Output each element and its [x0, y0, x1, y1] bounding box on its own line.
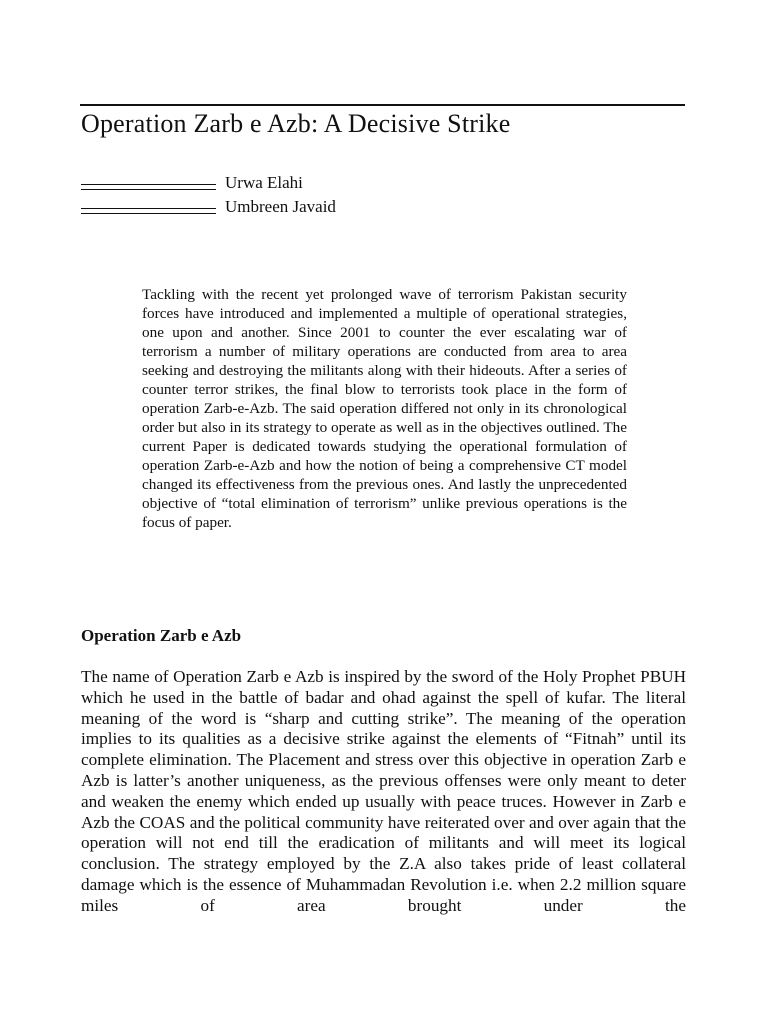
author-entry	[81, 172, 303, 194]
section-heading: Operation Zarb e Azb	[81, 626, 242, 645]
author-rule	[81, 184, 216, 190]
paper-title: Operation Zarb e Azb: A Decisive Strike	[81, 109, 511, 138]
author-name: Urwa Elahi	[225, 173, 303, 192]
author-name: Umbreen Javaid	[225, 197, 336, 216]
abstract: Tackling with the recent yet prolonged wave of terrorism Pakistan security forces have introduced and implemented a multiple of operational strategies, one upon and another. Since 2001 to counter the ever escalating war of terrorism a number of military operations are conducted from area to area seeking and destroying the militants along with their hideouts. After a series of counter terror strikes, the final blow to terrorists took place in the form of operation Zarb-e-Azb. The said operation differed not only in its chronological order but also in its strategy to operate as well as in the objectives outlined. The current Paper is dedicated towards studying the operational formulation of operation Zarb-e-Azb and how the notion of being a comprehensive CT model changed its effectiveness from the previous ones. And lastly the unprecedented objective of “total elimination of terrorism” unlike previous operations is the focus of paper.	[142, 286, 627, 531]
section-body-paragraph: The name of Operation Zarb e Azb is inspired by the sword of the Holy Prophet PBUH which he used in the battle of badar and ohad against the spell of kufar. The literal meaning of the word is “sharp and cutting strike”. The meaning of the operation implies to its qualities as a decisive strike against the elements of “Fitnah” until its complete elimination. The Placement and stress over this objective in operation Zarb e Azb is latter’s another uniqueness, as the previous offenses were only meant to deter and weaken the enemy which ended up usually with peace truces. However in Zarb e Azb the COAS and the political community have reiterated over and over again that the operation will not end till the eradication of militants and will meet its logical conclusion. The strategy employed by the Z.A also takes pride of least collateral damage which is the essence of Muhammadan Revolution i.e. when 2.2 million square miles of area brought under the	[81, 667, 686, 915]
author-rule	[81, 208, 216, 214]
author-entry	[81, 196, 336, 218]
